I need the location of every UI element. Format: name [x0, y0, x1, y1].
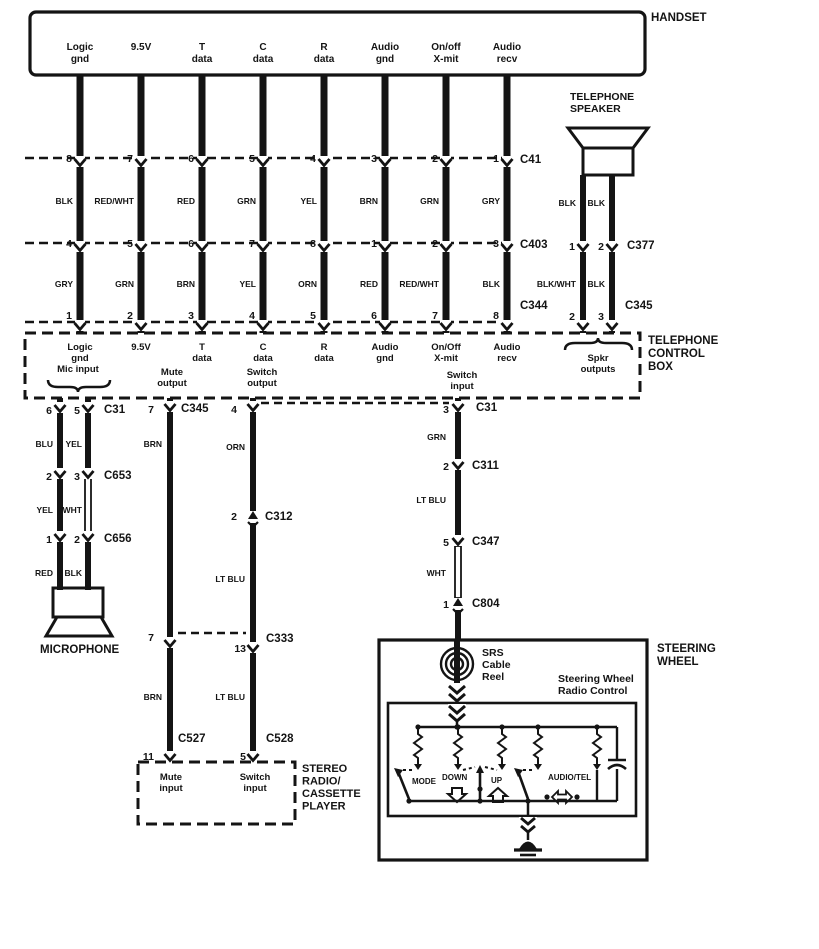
pin-number: 1	[371, 238, 377, 250]
wire-color-label: YEL	[239, 279, 256, 289]
pin-number: 7	[127, 153, 133, 165]
dot-icon	[544, 794, 549, 799]
telephone-speaker-title: TELEPHONE SPEAKER	[570, 91, 635, 115]
switch-mode-blade	[399, 774, 409, 799]
junction-dot	[406, 798, 411, 803]
handset-title: HANDSET	[651, 12, 707, 24]
wire-color-label: BRN	[359, 196, 378, 206]
pin-number: 3	[188, 310, 194, 322]
connector-label-c311: C311	[472, 460, 499, 472]
mic-wire-wht-segment	[85, 477, 91, 533]
control-box-pin-label: Audio gnd	[371, 342, 399, 364]
handset-wire-5	[382, 75, 389, 333]
wire-color-label: BLK	[482, 279, 500, 289]
pin-number: 11	[142, 751, 154, 763]
mic-brace-icon	[48, 380, 110, 392]
handset-wire-7	[504, 75, 511, 333]
wire-color-label: LT BLU	[215, 692, 245, 702]
wire-color-label: GRY	[54, 279, 73, 289]
resistor-icon	[414, 727, 422, 764]
switch-output-label: Switch output	[246, 367, 278, 389]
switch-audiotel-label: AUDIO/TEL	[548, 773, 592, 782]
wire-color-label: BRN	[143, 439, 162, 449]
mute-output-label: Mute output	[157, 367, 187, 389]
pin-number: 5	[310, 310, 316, 322]
wire-color-label: BLK	[55, 196, 73, 206]
wire-color-label: YEL	[300, 196, 317, 206]
pin-number: 6	[46, 405, 52, 417]
spkr-brace-icon	[565, 338, 632, 350]
pin-number: 2	[46, 471, 52, 483]
connector-label-c31: C31	[104, 404, 126, 416]
inline-connector-icon	[449, 694, 465, 701]
resistor-icon	[498, 727, 506, 764]
pin-number: 1	[569, 241, 575, 253]
wire-color-label: BLK	[587, 198, 605, 208]
handset-pin-label: Audio recv	[492, 42, 522, 65]
resistor-icon	[534, 727, 542, 764]
connector-label-c528: C528	[266, 733, 294, 745]
wire-color-label: BRN	[176, 279, 195, 289]
connector-label-c344: C344	[520, 300, 548, 312]
srs-wire	[454, 640, 460, 683]
wire-color-label: YEL	[36, 505, 53, 515]
inline-connector-icon	[449, 686, 465, 693]
handset-pin-label: T data	[191, 42, 213, 65]
wire-color-label: WHT	[62, 505, 82, 515]
handset-wire-6	[443, 75, 450, 333]
pin-number: 1	[66, 310, 72, 322]
pin-number: 8	[493, 310, 499, 322]
handset-wire-3	[260, 75, 267, 333]
wire-color-label: BLK	[587, 279, 605, 289]
control-box-pin-label: R data	[314, 342, 334, 364]
control-box-pin-label: Audio recv	[493, 342, 521, 364]
handset-pin-label: Audio gnd	[370, 42, 400, 65]
stereo-radio-title: STEREO RADIO/ CASSETTE PLAYER	[302, 763, 361, 813]
pin-number: 2	[598, 241, 604, 253]
handset-box	[30, 12, 645, 75]
switch-up-link	[485, 767, 497, 770]
pin-number: 8	[66, 153, 72, 165]
microphone-symbol-body	[53, 588, 103, 617]
switch-input-label-stereo: Switch input	[239, 772, 271, 794]
switch-input-label: Switch input	[446, 370, 478, 392]
wire-color-label: BLK/WHT	[536, 279, 576, 289]
contact-icon	[593, 764, 601, 770]
mute-input-label: Mute input	[159, 772, 183, 794]
wire-color-label: BRN	[143, 692, 162, 702]
switch-rocker-tip	[476, 765, 484, 773]
pin-number: 5	[74, 405, 80, 417]
control-box-pin-label: On/Off X-mit	[431, 342, 461, 364]
connector-label-c804: C804	[472, 598, 500, 610]
srs-cable-reel-label: SRS Cable Reel	[482, 647, 511, 683]
pin-number: 7	[148, 404, 154, 416]
wire-color-label: GRN	[420, 196, 439, 206]
wire-color-label: GRN	[115, 279, 134, 289]
handset-wire-4	[321, 75, 328, 333]
switch-down-link	[463, 767, 475, 770]
pin-number: 2	[231, 511, 237, 523]
connector-label-c31-right: C31	[476, 402, 498, 414]
pin-number: 4	[231, 404, 237, 416]
contact-icon	[498, 764, 506, 770]
wire-color-label: GRY	[481, 196, 500, 206]
mute-wire	[167, 398, 173, 757]
resistor-icon	[454, 727, 462, 764]
wire-color-label: ORN	[226, 442, 245, 452]
wire-color-label: ORN	[298, 279, 317, 289]
connector-label-c656: C656	[104, 533, 132, 545]
handset-wire-1	[138, 75, 145, 333]
wire-color-label: LT BLU	[215, 574, 245, 584]
pin-number: 13	[234, 643, 246, 655]
switch-input-wht-segment	[455, 546, 461, 598]
wire-color-label: RED	[177, 196, 195, 206]
handset-pin-label: R data	[313, 42, 335, 65]
telephone-control-box	[25, 333, 640, 398]
connector-label-c333: C333	[266, 633, 294, 645]
steering-wheel-title: STEERING WHEEL	[657, 643, 716, 668]
pin-number: 6	[188, 153, 194, 165]
pin-number: 3	[598, 311, 604, 323]
mic-wire-0	[57, 398, 63, 590]
control-box-pin-label: C data	[253, 342, 273, 364]
wire-color-label: BLU	[35, 439, 53, 449]
connector-label-c41: C41	[520, 154, 542, 166]
wire-color-label: YEL	[65, 439, 82, 449]
connector-label-c347: C347	[472, 536, 500, 548]
resistor-icon	[593, 727, 601, 764]
pin-number: 6	[371, 310, 377, 322]
pin-number: 6	[188, 238, 194, 250]
handset-pin-label: Logic gnd	[66, 42, 94, 65]
wire-color-label: LT BLU	[416, 495, 446, 505]
pin-number: 7	[432, 310, 438, 322]
microphone-symbol	[46, 617, 112, 636]
radio-control-label: Steering Wheel Radio Control	[558, 673, 634, 697]
connector-label-c345: C345	[181, 403, 209, 415]
pin-number: 4	[310, 153, 316, 165]
pin-number: 1	[493, 153, 499, 165]
speaker-wire-0	[580, 175, 586, 333]
junction-dot	[477, 798, 482, 803]
switch-output-wire	[250, 398, 256, 757]
speaker-wire-1	[609, 175, 615, 333]
pin-number: 4	[249, 310, 255, 322]
wire-color-label: BLK	[64, 568, 82, 578]
switch-down-label: DOWN	[442, 773, 468, 782]
handset-pin-label: 9.5V	[130, 42, 152, 53]
switch-up-label: UP	[491, 776, 503, 785]
pin-number: 2	[443, 461, 449, 473]
speaker-symbol-body	[583, 148, 633, 175]
control-box-pin-label: Logic gnd	[67, 342, 93, 364]
microphone-title: MICROPHONE	[40, 644, 120, 656]
handset-pin-label: C data	[252, 42, 274, 65]
control-box-pin-label: 9.5V	[131, 342, 151, 353]
pin-number: 7	[249, 238, 255, 250]
pin-number: 2	[569, 311, 575, 323]
pin-number: 5	[249, 153, 255, 165]
pin-number: 3	[74, 471, 80, 483]
pin-number: 2	[432, 153, 438, 165]
connector-label-c527: C527	[178, 733, 206, 745]
pin-number: 7	[148, 632, 154, 644]
pin-number: 1	[46, 534, 52, 546]
wire-color-label: WHT	[426, 568, 446, 578]
wire-color-label: BLK	[558, 198, 576, 208]
radio-control-box	[388, 703, 636, 816]
connector-label-c377: C377	[627, 240, 655, 252]
connector-label-c403: C403	[520, 239, 548, 251]
wire-color-label: RED	[360, 279, 378, 289]
contact-icon	[454, 764, 462, 770]
ground-icon	[519, 842, 537, 850]
wire-color-label: RED/WHT	[94, 196, 134, 206]
switch-audiotel-blade	[519, 774, 528, 799]
connector-label-c653: C653	[104, 470, 132, 482]
contact-icon	[534, 764, 542, 770]
pin-number: 3	[493, 238, 499, 250]
telephone-control-box-title: TELEPHONE CONTROL BOX	[648, 335, 719, 373]
connector-label-c312: C312	[265, 511, 293, 523]
handset-wire-0	[77, 75, 84, 333]
spkr-outputs-label: Spkr outputs	[580, 353, 616, 375]
control-box-pin-label: T data	[192, 342, 212, 364]
switch-mode-label: MODE	[412, 777, 436, 786]
pin-number: 5	[127, 238, 133, 250]
junction-dot	[477, 786, 482, 791]
handset-pin-label: On/off X-mit	[431, 42, 461, 65]
dot-icon	[574, 794, 579, 799]
wire-color-label: RED/WHT	[399, 279, 439, 289]
pin-number: 2	[127, 310, 133, 322]
mic-input-label: Mic input	[57, 364, 99, 375]
connector-label-c345-top: C345	[625, 300, 653, 312]
capacitor-icon	[608, 765, 626, 769]
pin-number: 3	[371, 153, 377, 165]
pin-number: 3	[443, 404, 449, 416]
pin-number: 1	[443, 599, 449, 611]
wire-color-label: GRN	[427, 432, 446, 442]
pin-number: 5	[240, 751, 246, 763]
contact-icon	[414, 764, 422, 770]
pin-number: 4	[66, 238, 72, 250]
handset-wire-2	[199, 75, 206, 333]
pin-number: 2	[74, 534, 80, 546]
pin-number: 8	[310, 238, 316, 250]
pin-number: 5	[443, 537, 449, 549]
wire-color-label: GRN	[237, 196, 256, 206]
speaker-symbol	[568, 128, 648, 148]
pin-number: 2	[432, 238, 438, 250]
wire-color-label: RED	[35, 568, 53, 578]
